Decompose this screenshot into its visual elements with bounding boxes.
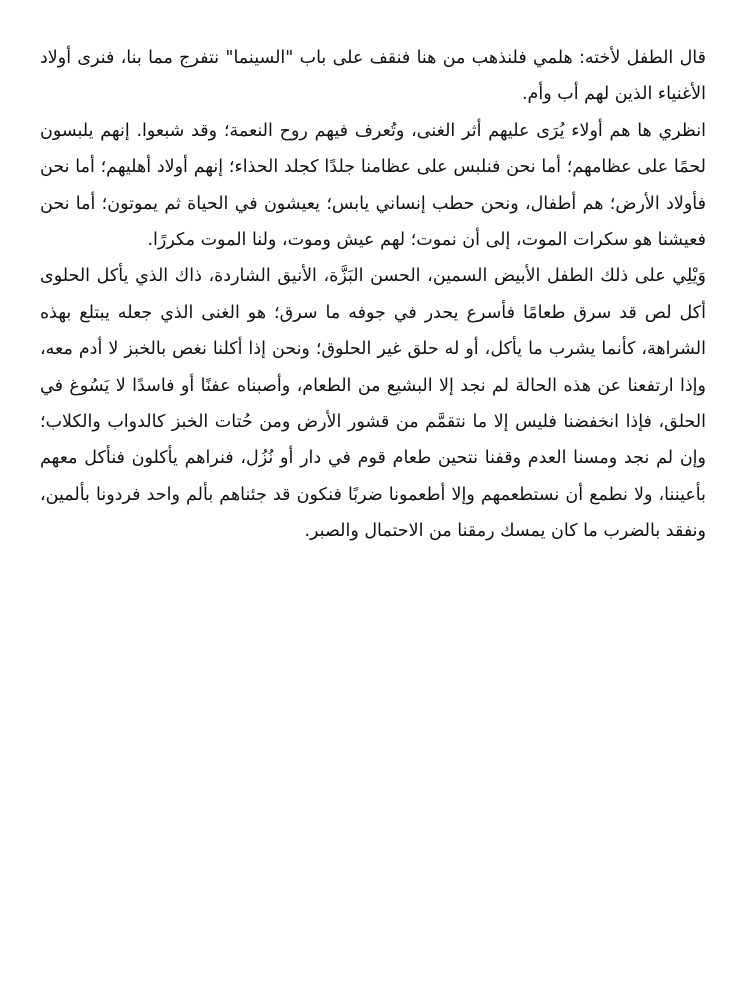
paragraph-3: وَيْلِي على ذلك الطفل الأبيض السمين، الحسن البَزَّة، الأنيق الشاردة، ذاك الذي يأكل الحلوى أكل لص قد سرق طعامًا فأسرع يحدر في جوفه ما سرق؛ هو الغنى الذي جعله يبتلع بهذه الشراهة، كأنما يشرب ما يأكل، أو له حلق غير الحلوق؛ ونحن إذا أكلنا نغص بالخبز لا أدم معه، وإذا ارتفعنا عن هذه الحالة لم نجد إلا البشيع من الطعام، وأصبناه عفنًا أو فاسدًا لا يَسُوغ في الحلق، فإذا انخفضنا فليس إلا ما نتقمَّم من قشور الأرض ومن حُتات الخبز كالدواب والكلاب؛ وإن لم نجد ومسنا العدم وقفنا نتحين طعام قوم في دار أو نُزُل، فنراهم يأكلون فنأكل معهم بأعيننا، ولا نطمع أن نستطعمهم وإلا أطعمونا ضربًا فنكون قد جئناهم بألم واحد فردونا بألمين، ونفقد بالضرب ما كان يمسك رمقنا من الاحتمال والصبر. (40, 266, 706, 542)
paragraph-2: انظري ها هم أولاء يُرَى عليهم أثر الغنى، وتُعرف فيهم روح النعمة؛ وقد شبعوا. إنهم يلبسون لحمًا على عظامهم؛ أما نحن فنلبس على عظامنا جلدًا كجلد الحذاء؛ إنهم أولاد أهليهم؛ أما نحن فأولاد الأرض؛ هم أطفال، ونحن حطب إنساني يابس؛ يعيشون في الحياة ثم يموتون؛ أما نحن فعيشنا هو سكرات الموت، إلى أن نموت؛ لهم عيش وموت، ولنا الموت مكررًا. (40, 120, 706, 251)
paragraph-1: قال الطفل لأخته: هلمي فلنذهب من هنا فنقف على باب "السينما" نتفرج مما بنا، فنرى أولاد الأغنياء الذين لهم أب وأم. (40, 48, 706, 105)
document-page (40, 40, 706, 550)
